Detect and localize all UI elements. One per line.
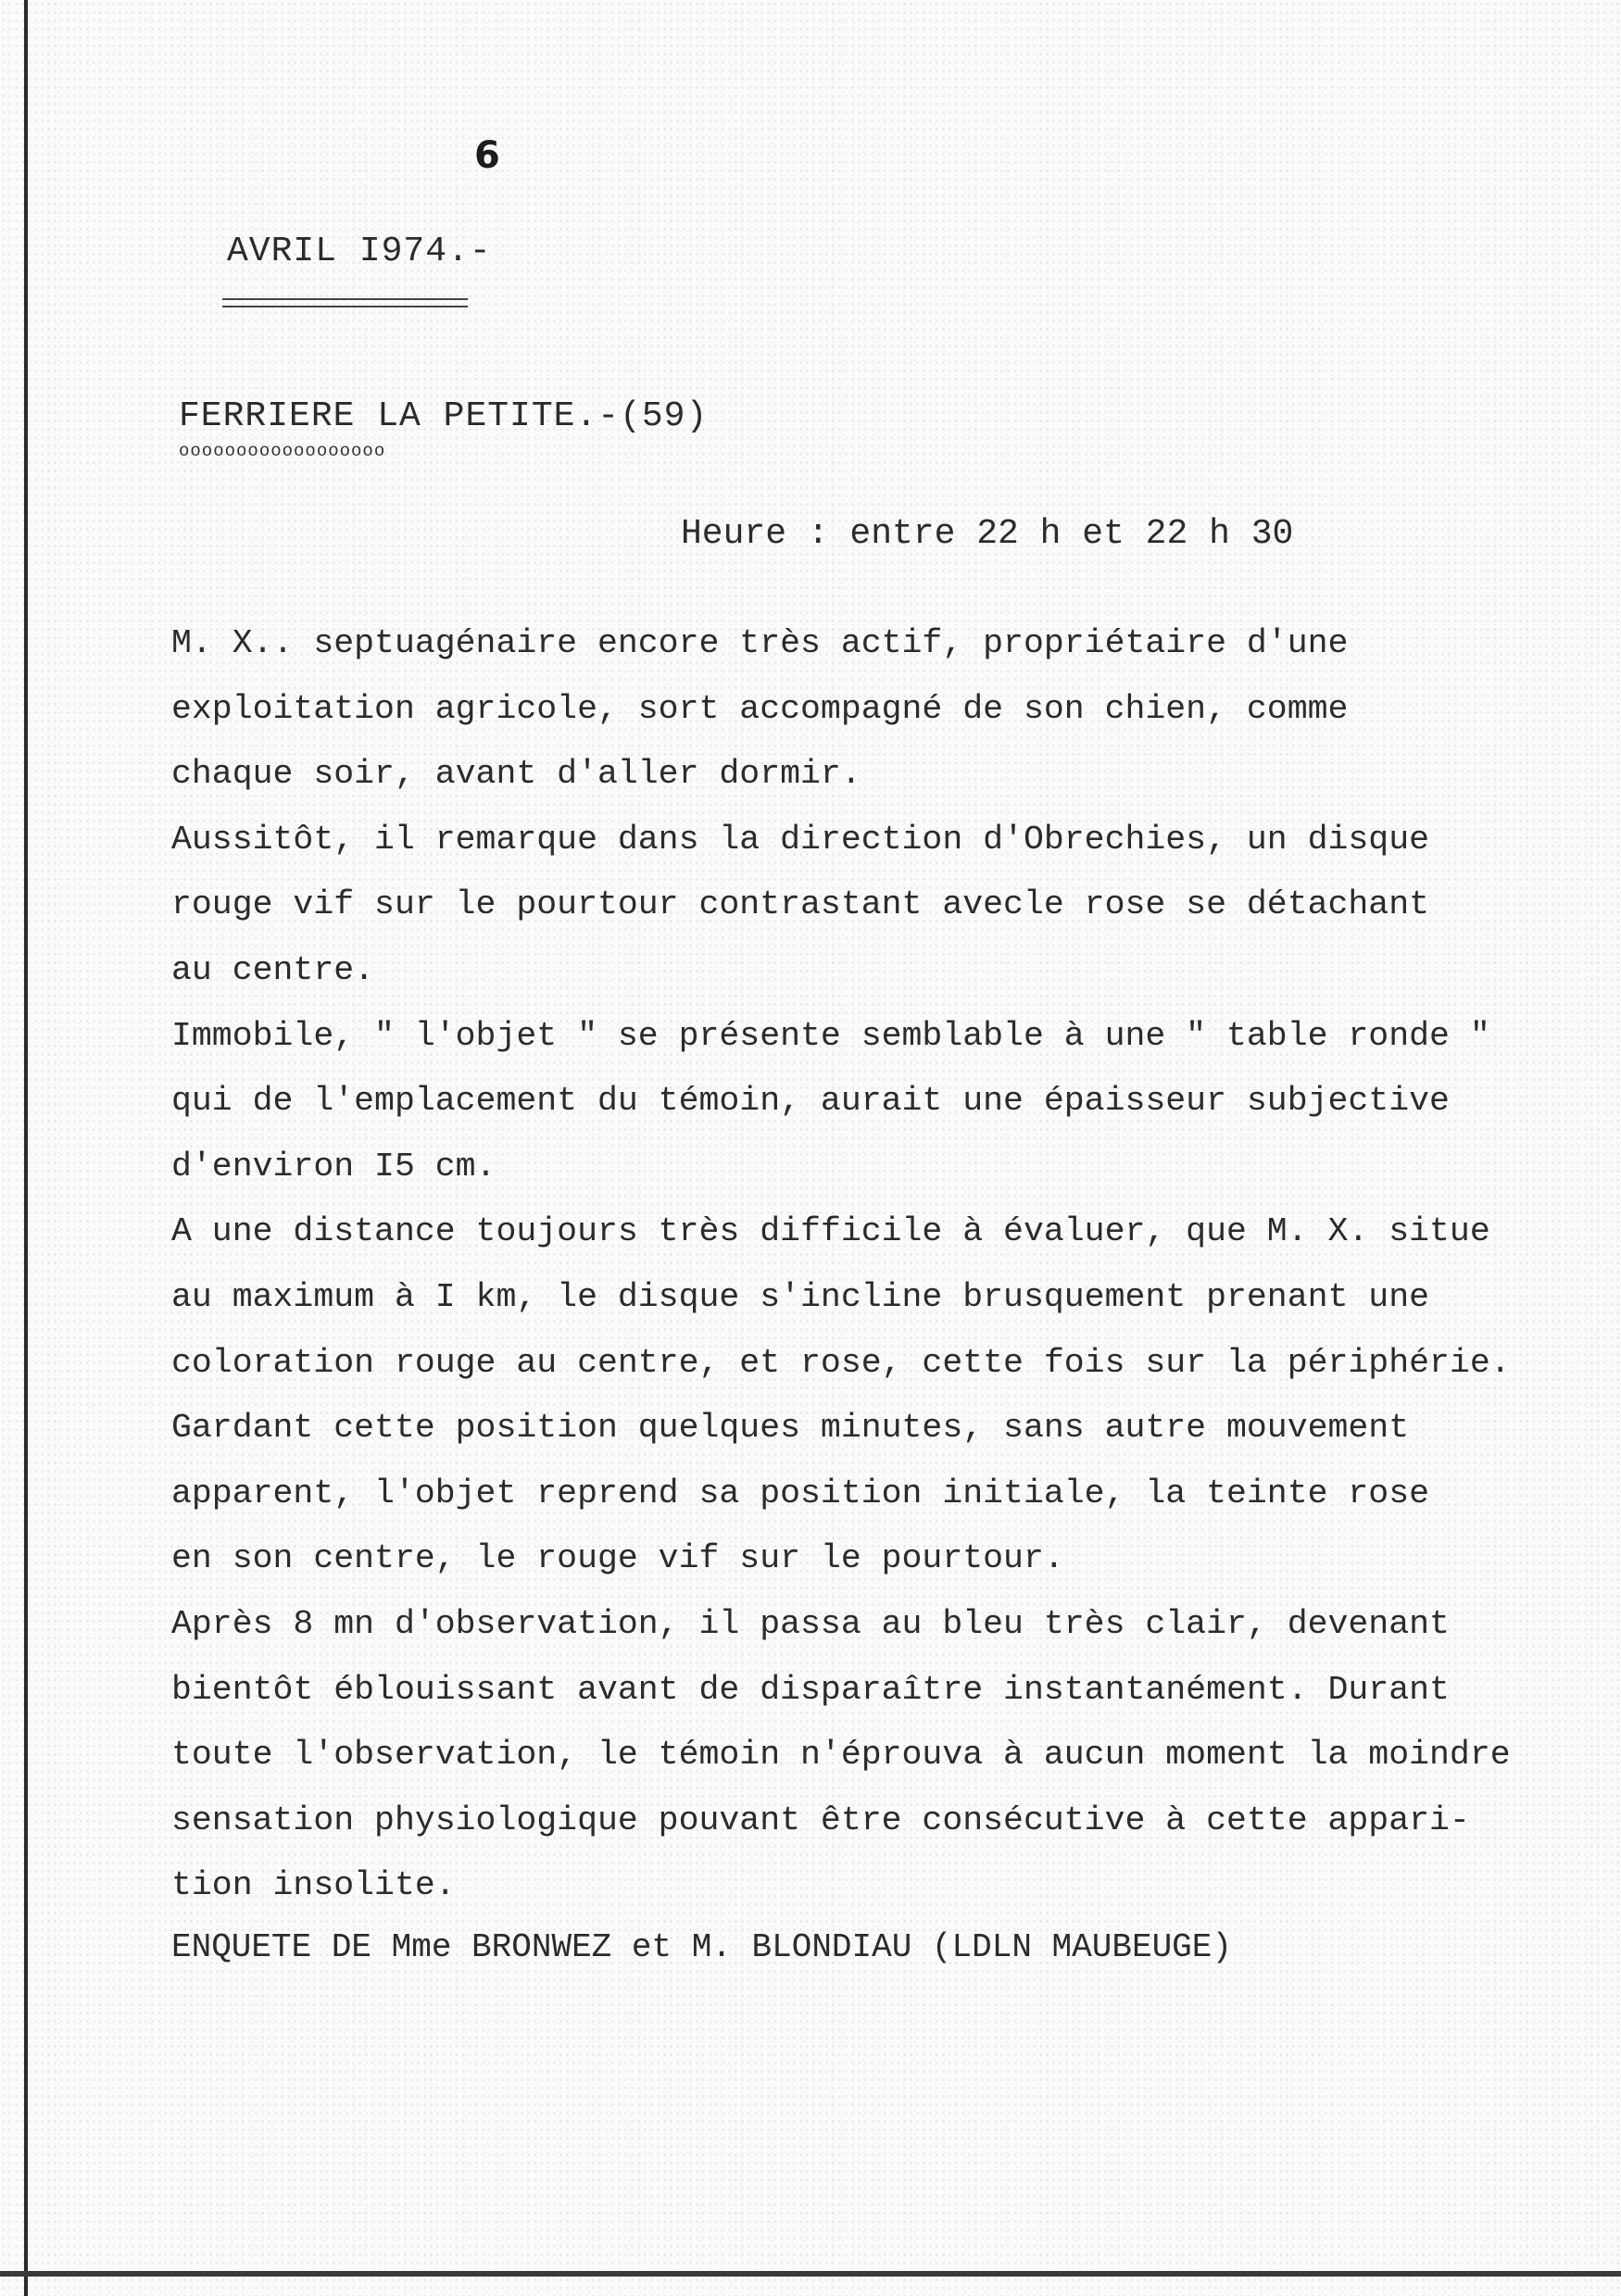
body-line: d'environ I5 cm. <box>171 1147 496 1186</box>
location-underline: oooooooooooooooooo <box>179 441 386 461</box>
report-location: FERRIERE LA PETITE.-(59) <box>179 396 709 436</box>
body-line: qui de l'emplacement du témoin, aurait une épaisseur subjective <box>171 1082 1450 1121</box>
body-line: Gardant cette position quelques minutes, sans autre mouvement <box>171 1409 1410 1448</box>
body-line: sensation physiologique pouvant être consécutive à cette appari- <box>171 1800 1470 1839</box>
body-line: toute l'observation, le témoin n'éprouva à aucun moment la moindre <box>171 1736 1511 1775</box>
page-mark: 6 <box>474 134 500 177</box>
body-line: Aussitôt, il remarque dans la direction d'Obrechies, un disque <box>171 820 1430 859</box>
body-line: coloration rouge au centre, et rose, cette fois sur la périphérie. <box>171 1343 1511 1382</box>
date-underline <box>222 298 468 307</box>
body-line: chaque soir, avant d'aller dormir. <box>171 755 861 794</box>
body-line: exploitation agricole, sort accompagné de son chien, comme <box>171 689 1349 728</box>
body-line: apparent, l'objet reprend sa position initiale, la teinte rose <box>171 1474 1430 1512</box>
body-line: bientôt éblouissant avant de disparaître instantanément. Durant <box>171 1670 1450 1709</box>
body-line: M. X.. septuagénaire encore très actif, propriétaire d'une <box>171 624 1349 662</box>
report-time: Heure : entre 22 h et 22 h 30 <box>681 514 1294 554</box>
body-line: tion insolite. <box>171 1866 456 1905</box>
body-line: Après 8 mn d'observation, il passa au bleu très clair, devenant <box>171 1604 1450 1643</box>
body-line: rouge vif sur le pourtour contrastant avecle rose se détachant <box>171 885 1430 924</box>
body-line: Immobile, " l'objet " se présente semblable à une " table ronde " <box>171 1016 1490 1055</box>
investigator-credit: ENQUETE DE Mme BRONWEZ et M. BLONDIAU (LDLN MAUBEUGE) <box>171 1928 1232 1966</box>
page-left-border <box>24 0 28 2296</box>
body-line: au centre. <box>171 950 375 989</box>
body-line: A une distance toujours très difficile à évaluer, que M. X. situe <box>171 1212 1490 1251</box>
body-line: au maximum à I km, le disque s'incline brusquement prenant une <box>171 1277 1430 1316</box>
report-date: AVRIL I974.- <box>227 232 492 271</box>
report-body <box>171 611 1616 1919</box>
body-line: en son centre, le rouge vif sur le pourtour. <box>171 1539 1064 1578</box>
page-bottom-border <box>0 2271 1621 2277</box>
